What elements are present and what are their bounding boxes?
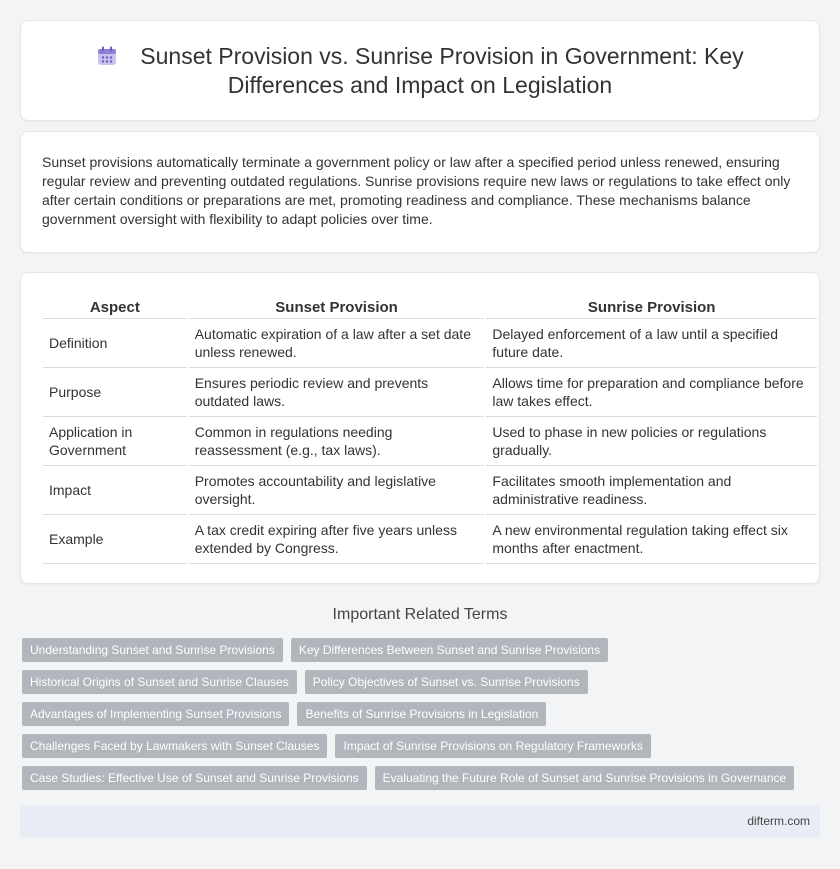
page-title xyxy=(70,42,770,100)
related-terms-title: Important Related Terms xyxy=(332,606,508,623)
related-term-tag[interactable]: Benefits of Sunrise Provisions in Legislation xyxy=(297,702,546,726)
related-terms-list xyxy=(22,638,812,798)
column-header-sunset: Sunset Provision xyxy=(189,295,485,319)
footer xyxy=(20,806,820,838)
tag-row xyxy=(22,766,812,790)
tag-row xyxy=(22,702,812,726)
table-cell-sunrise: Delayed enforcement of a law until a specified future date. xyxy=(486,319,817,368)
column-header-aspect: Aspect xyxy=(43,295,187,319)
comparison-table xyxy=(41,295,819,564)
comparison-table-card xyxy=(20,272,820,584)
related-term-tag[interactable]: Advantages of Implementing Sunset Provisions xyxy=(22,702,289,726)
table-cell-aspect: Example xyxy=(43,515,187,564)
table-row xyxy=(43,368,817,417)
table-cell-sunrise: A new environmental regulation taking effect six months after enactment. xyxy=(486,515,817,564)
related-term-tag[interactable]: Evaluating the Future Role of Sunset and Sunrise Provisions in Governance xyxy=(375,766,795,790)
tag-row xyxy=(22,670,812,694)
related-term-tag[interactable]: Historical Origins of Sunset and Sunrise Clauses xyxy=(22,670,297,694)
column-header-sunrise: Sunrise Provision xyxy=(486,295,817,319)
table-cell-aspect: Purpose xyxy=(43,368,187,417)
related-term-tag[interactable]: Impact of Sunrise Provisions on Regulatory Frameworks xyxy=(335,734,650,758)
related-term-tag[interactable]: Understanding Sunset and Sunrise Provisions xyxy=(22,638,283,662)
table-cell-sunset: Automatic expiration of a law after a set date unless renewed. xyxy=(189,319,485,368)
footer-site-link[interactable]: difterm.com xyxy=(747,814,810,828)
intro-paragraph: Sunset provisions automatically terminate a government policy or law after a specified period unless renewed, ensuring regular review and preventing outdated regulations. Sunrise provisions require new laws or regulations to take effect only after certain conditions or preparations are met, promoting readiness and compliance. These mechanisms balance government oversight with flexibility to adapt policies over time. xyxy=(42,154,791,227)
related-term-tag[interactable]: Policy Objectives of Sunset vs. Sunrise Provisions xyxy=(305,670,588,694)
table-cell-sunrise: Used to phase in new policies or regulations gradually. xyxy=(486,417,817,466)
table-cell-sunrise: Facilitates smooth implementation and administrative readiness. xyxy=(486,466,817,515)
intro-card xyxy=(20,131,820,253)
table-row xyxy=(43,466,817,515)
related-term-tag[interactable]: Key Differences Between Sunset and Sunrise Provisions xyxy=(291,638,608,662)
header-card xyxy=(20,20,820,121)
table-cell-aspect: Impact xyxy=(43,466,187,515)
table-cell-sunset: Ensures periodic review and prevents outdated laws. xyxy=(189,368,485,417)
table-cell-sunset: Common in regulations needing reassessment (e.g., tax laws). xyxy=(189,417,485,466)
table-cell-sunrise: Allows time for preparation and compliance before law takes effect. xyxy=(486,368,817,417)
table-cell-sunset: Promotes accountability and legislative oversight. xyxy=(189,466,485,515)
table-row xyxy=(43,319,817,368)
table-row xyxy=(43,417,817,466)
table-cell-sunset: A tax credit expiring after five years unless extended by Congress. xyxy=(189,515,485,564)
calendar-icon xyxy=(96,45,118,67)
tag-row xyxy=(22,734,812,758)
related-term-tag[interactable]: Challenges Faced by Lawmakers with Sunset Clauses xyxy=(22,734,327,758)
table-cell-aspect: Application in Government xyxy=(43,417,187,466)
related-term-tag[interactable]: Case Studies: Effective Use of Sunset and Sunrise Provisions xyxy=(22,766,367,790)
table-header-row xyxy=(43,295,817,319)
table-cell-aspect: Definition xyxy=(43,319,187,368)
tag-row xyxy=(22,638,812,662)
table-row xyxy=(43,515,817,564)
page-title-text: Sunset Provision vs. Sunrise Provision in Government: Key Differences and Impact on Legislation xyxy=(140,42,744,98)
